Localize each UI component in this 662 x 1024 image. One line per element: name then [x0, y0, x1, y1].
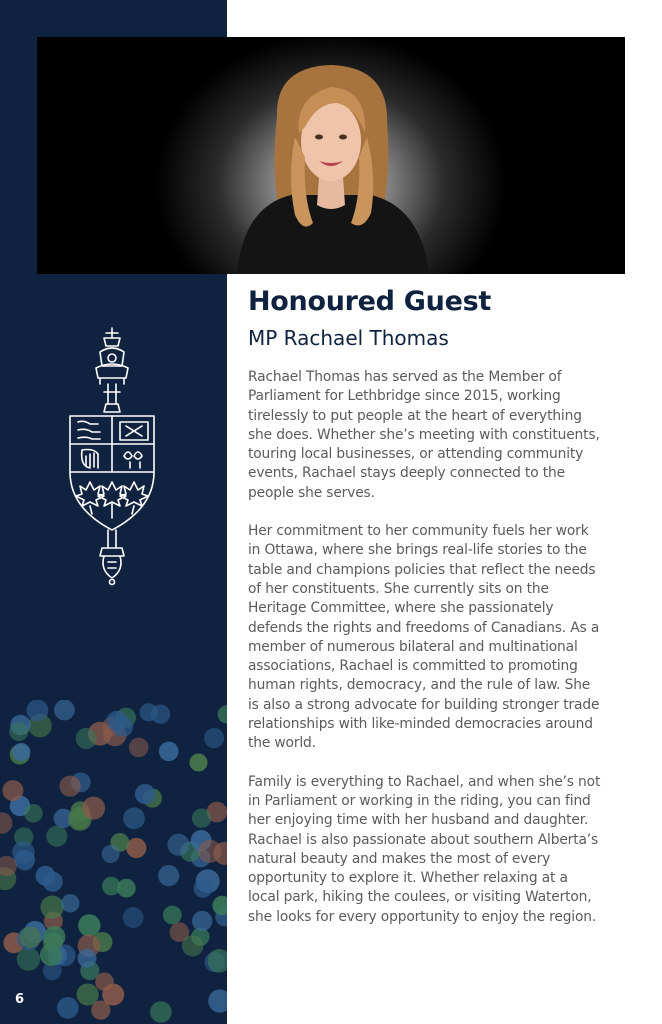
decorative-dot [9, 722, 28, 741]
decorative-dot [212, 896, 227, 915]
portrait-illustration [37, 37, 625, 274]
bio-paragraph-2: Her commitment to her community fuels her work in Ottawa, where she brings real-life stories to the table and champions policies that reflect the needs of her constituents. She currently sits on the Heritage Committee, where she passionately defends the rights and freedoms of Canadians. As a member of numerous bilateral and multinational associations, Rachael is committed to promoting human rights, democracy, and the rule of law. She is also a strong advocate for building stronger trade relationships with like-minded democracies around the world. [248, 523, 600, 752]
decorative-dot [123, 807, 145, 829]
decorative-dot [77, 983, 99, 1005]
decorative-dot [112, 716, 133, 737]
decorative-dot [117, 879, 136, 898]
decorative-dot [194, 879, 213, 898]
decorative-dot [78, 914, 100, 936]
decorative-dots [0, 700, 227, 1024]
decorative-dot [102, 845, 120, 863]
decorative-dot [159, 742, 179, 762]
decorative-dot [198, 840, 221, 863]
page-number: 6 [15, 992, 25, 1007]
decorative-dot [24, 804, 43, 823]
decorative-dot [12, 743, 30, 761]
decorative-dot [36, 866, 56, 886]
decorative-dot [129, 738, 149, 758]
decorative-dot [40, 944, 62, 966]
coat-of-arms-icon [60, 322, 164, 586]
decorative-dot [135, 784, 155, 804]
decorative-dot [204, 728, 224, 748]
guest-name: MP Rachael Thomas [248, 326, 449, 350]
decorative-dot [123, 907, 144, 928]
decorative-dot [140, 703, 158, 721]
decorative-dot [182, 935, 203, 956]
decorative-dot [150, 1001, 172, 1023]
portrait-photo [37, 37, 625, 274]
decorative-dot [20, 927, 42, 949]
decorative-dot [46, 826, 67, 847]
decorative-dot [76, 728, 97, 749]
decorative-dot [60, 776, 81, 797]
decorative-dot [44, 926, 66, 948]
decorative-dot [192, 911, 212, 931]
decorative-dot [27, 700, 49, 721]
decorative-dot [190, 754, 208, 772]
bio-paragraph-3: Family is everything to Rachael, and when she’s not in Parliament or working in the riding, you can find her enjoying time with her husband and daughter. Rachael is also passionate about southern Alberta’s natural beauty and makes the most of every opportunity to explore it. Whether relaxing at a local park, hiking the coulees, or visiting Waterton, she looks for every opportunity to enjoy the region. [248, 773, 601, 925]
decorative-dot [158, 865, 179, 886]
decorative-dot [2, 780, 23, 801]
content-column [248, 284, 602, 927]
decorative-dot [41, 896, 64, 919]
decorative-dot [126, 838, 146, 858]
bio-paragraph-1: Rachael Thomas has served as the Member of Parliament for Lethbridge since 2015, working tirelessly to put people at the heart of everything she does. Whether she’s meeting with constituents, touring local businesses, or attending community events, Rachael stays deeply connected to the people she serves. [248, 369, 600, 501]
decorative-dot [163, 906, 182, 925]
decorative-dot [57, 997, 79, 1019]
decorative-dot [218, 705, 227, 723]
decorative-dot [0, 812, 12, 834]
page-title: Honoured Guest [248, 286, 491, 317]
decorative-dot [61, 894, 79, 912]
decorative-dot [78, 949, 97, 968]
decorative-dot [167, 834, 189, 856]
decorative-dot [192, 809, 211, 828]
decorative-dot [82, 797, 105, 820]
decorative-dot [12, 841, 35, 864]
decorative-dot [95, 973, 114, 992]
decorative-dot [54, 700, 75, 720]
decorative-dot [208, 989, 227, 1012]
